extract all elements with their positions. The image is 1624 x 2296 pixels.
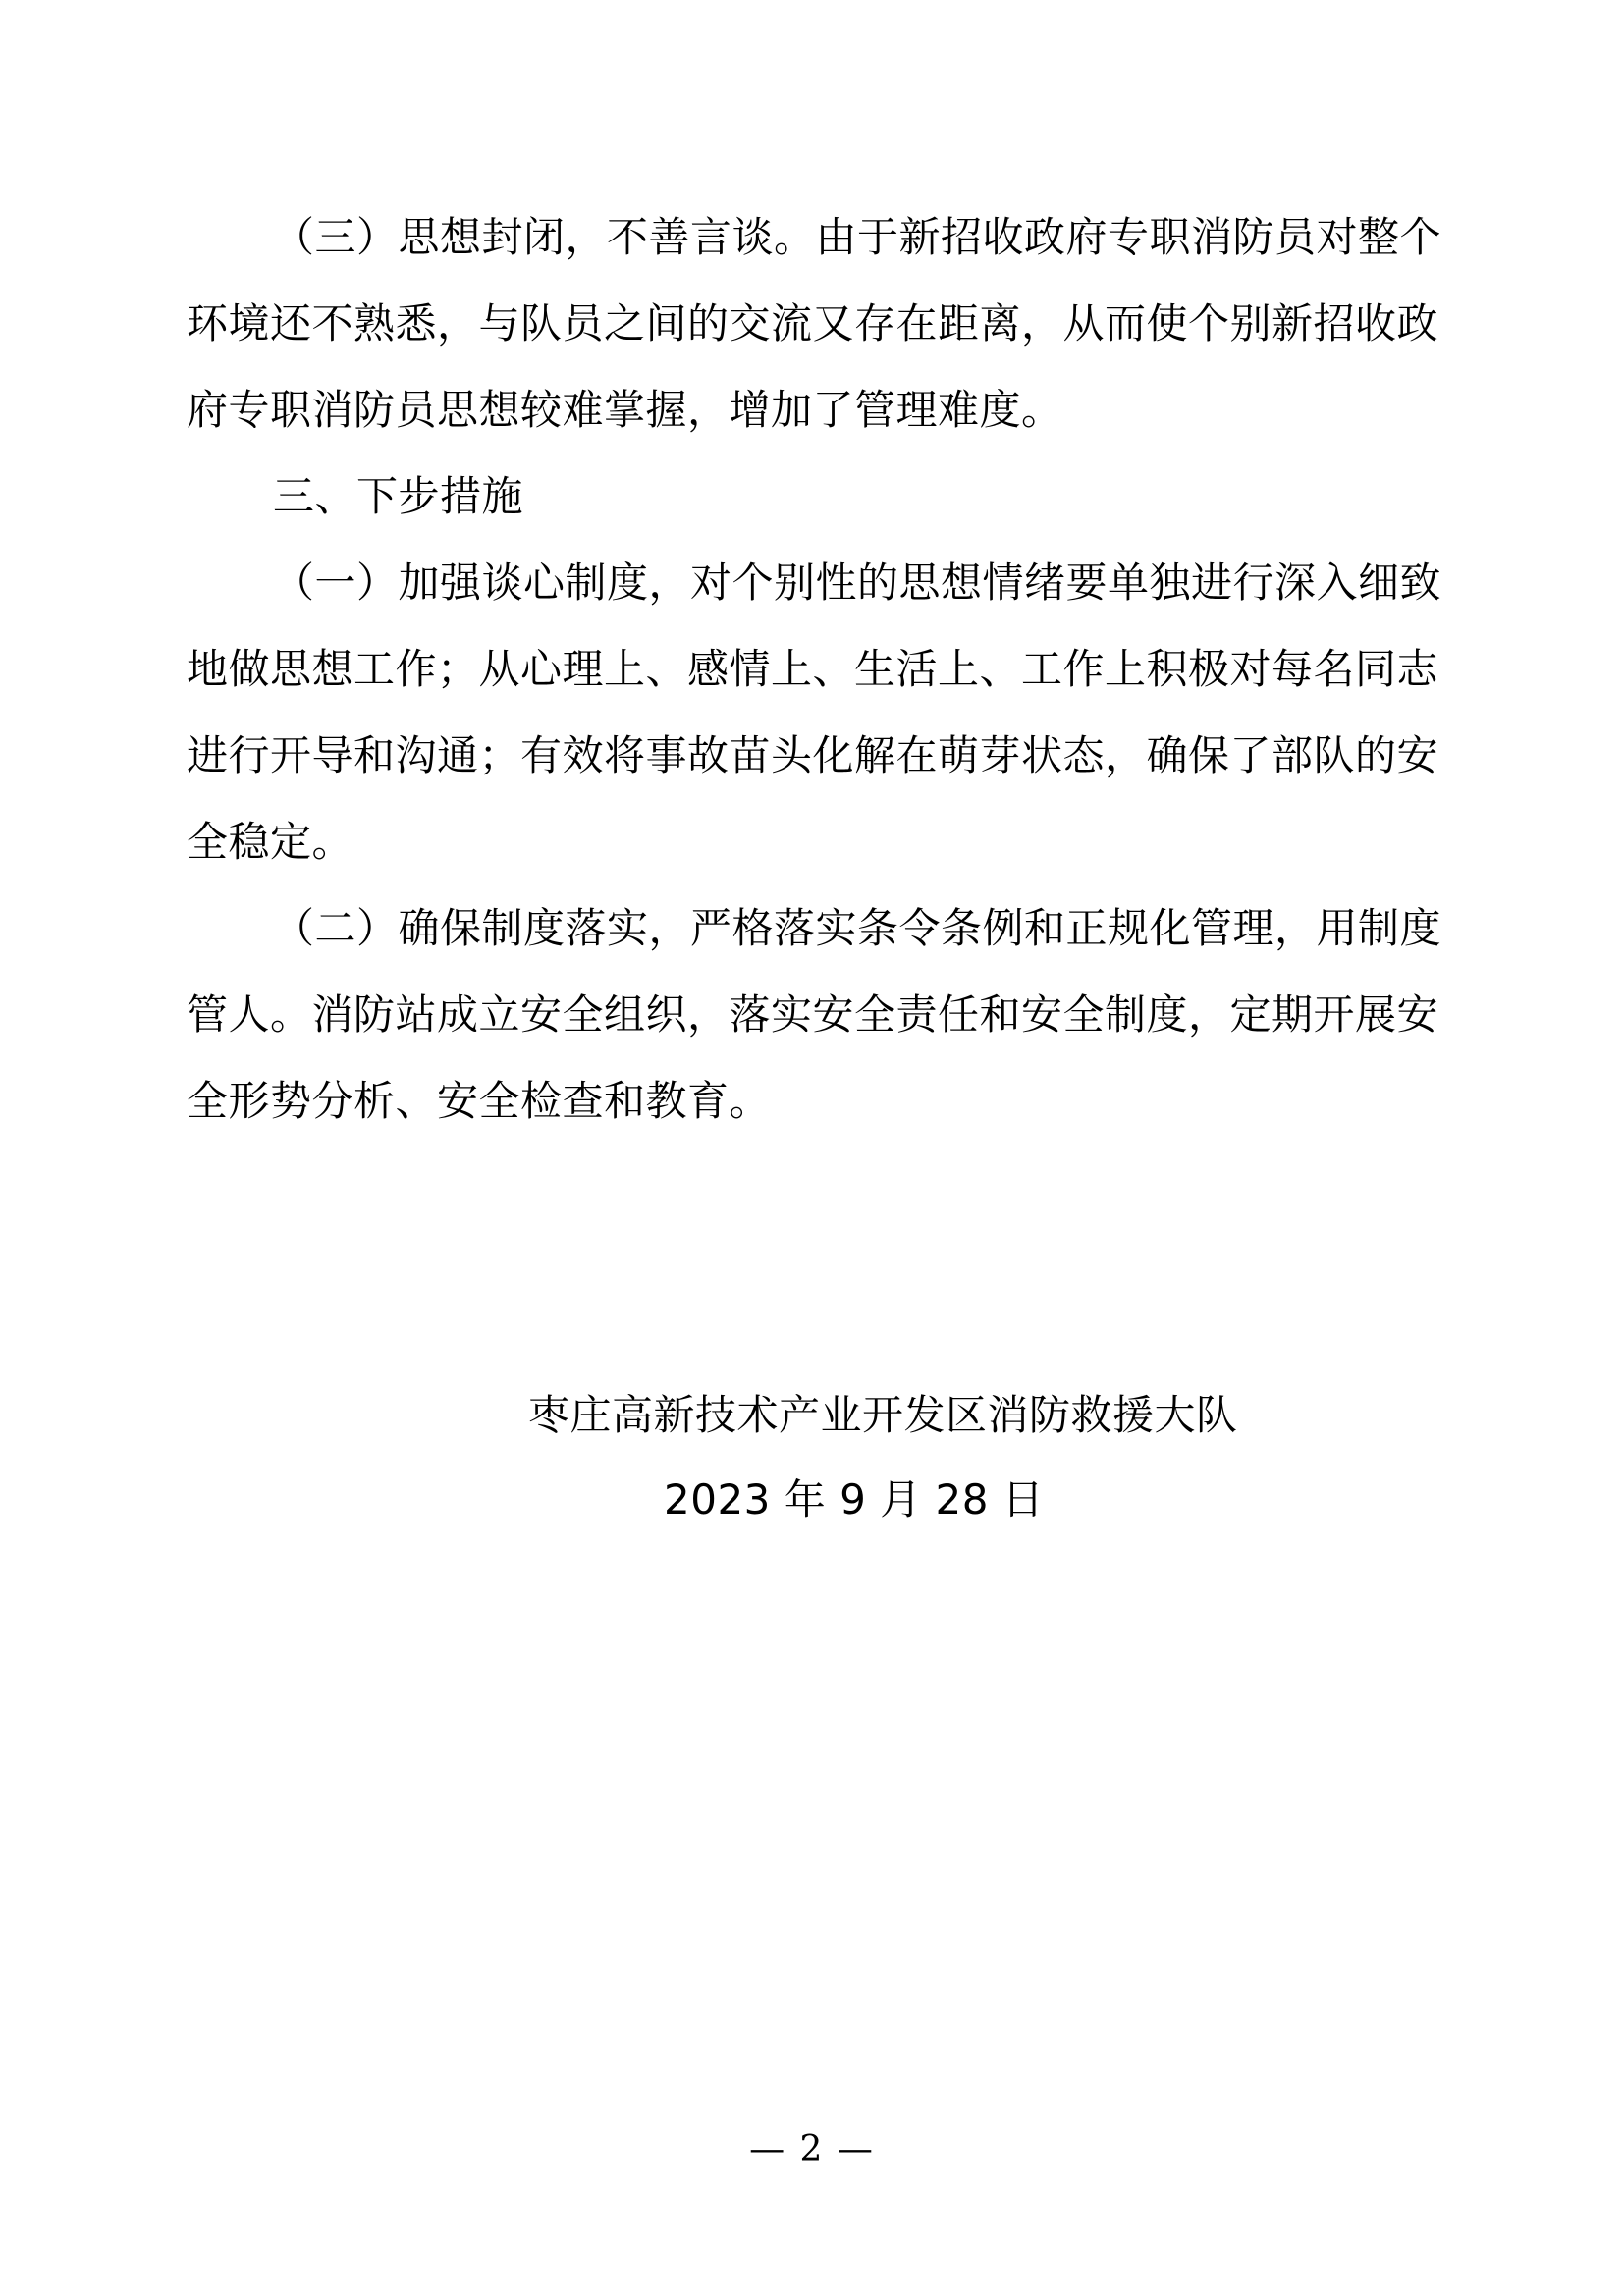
paragraph-thought-closed: （三）思想封闭，不善言谈。由于新招收政府专职消防员对整个环境还不熟悉，与队员之间的交流又存在距离，从而使个别新招收政府专职消防员思想较难掌握，增加了管理难度。 xyxy=(187,213,1442,434)
section-heading-next-steps: 三、下步措施 xyxy=(273,472,524,520)
signature-organization: 枣庄高新技术产业开发区消防救援大队 xyxy=(528,1391,1238,1439)
paragraph-system-implementation: （二）确保制度落实，严格落实条令条例和正规化管理，用制度管人。消防站成立安全组织，落实安全责任和安全制度，定期开展安全形势分析、安全检查和教育。 xyxy=(187,904,1442,1125)
page-number: — 2 — xyxy=(749,2129,875,2169)
body-text xyxy=(187,194,1453,1145)
signature-date: 2023 年 9 月 28 日 xyxy=(664,1475,1045,1523)
paragraph-heart-to-heart: （一）加强谈心制度，对个别性的思想情绪要单独进行深入细致地做思想工作；从心理上、感情上、生活上、工作上积极对每名同志进行开导和沟通；有效将事故苗头化解在萌芽状态，确保了部队的安全稳定。 xyxy=(187,559,1442,866)
